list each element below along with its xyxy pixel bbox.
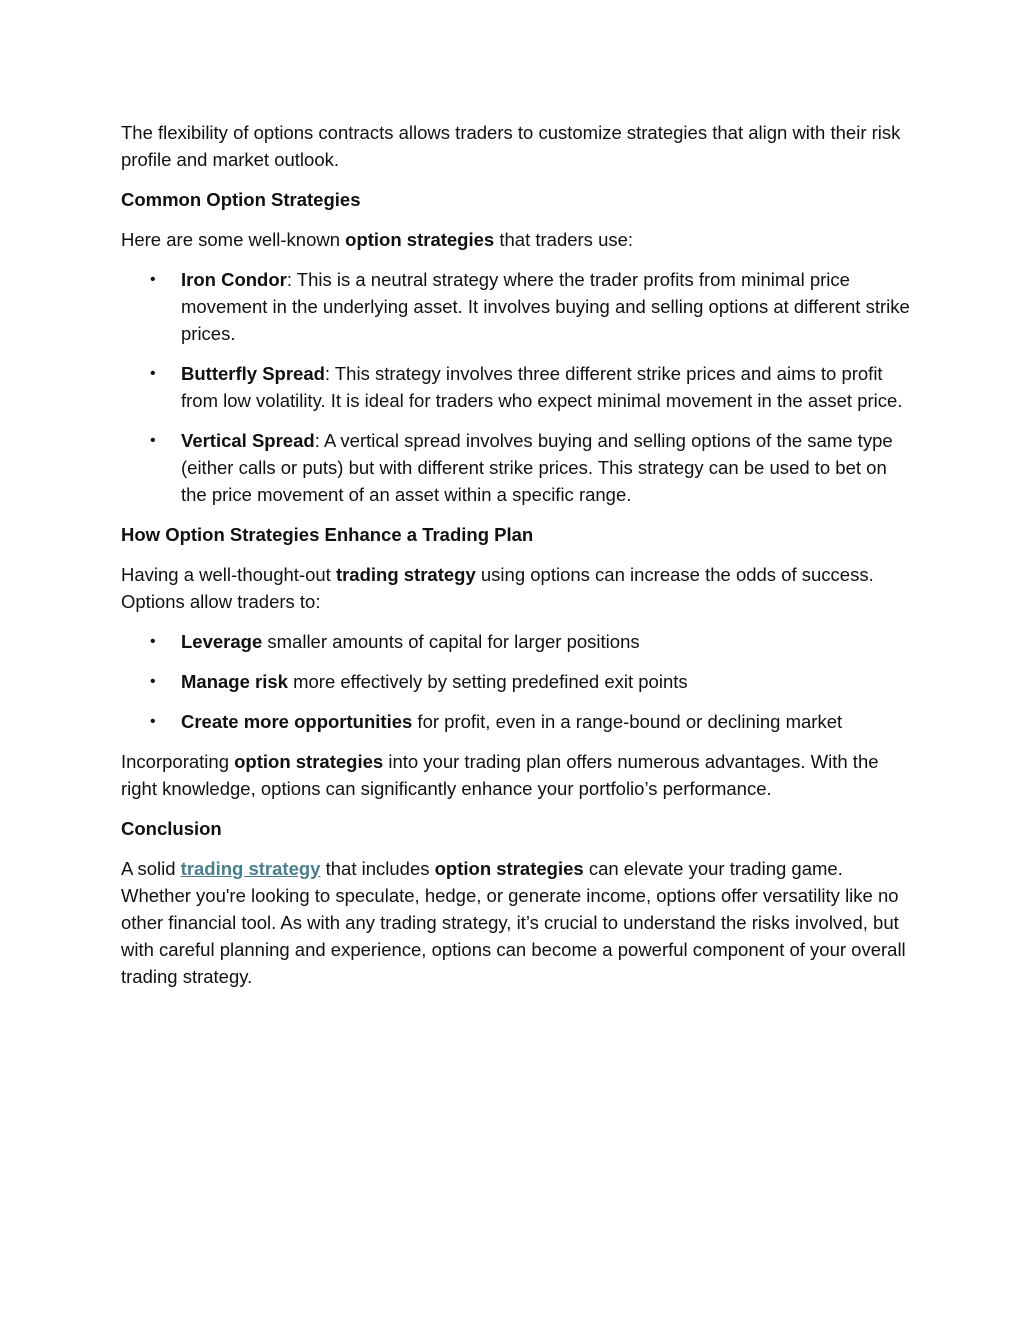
section1-lead-before: Here are some well-known xyxy=(121,229,346,250)
list-item-text: : This is a neutral strategy where the trader profits from minimal price movement in the underlying asset. It involves buying and selling options at different strike prices. xyxy=(181,269,910,344)
list-item-text: more effectively by setting predefined exit points xyxy=(287,671,688,692)
list-item-term: Butterfly Spread xyxy=(181,363,325,384)
section2-closing-after: into your trading plan offers numerous advantages. With the right knowledge, options can significantly enhance your portfolio’s performance. xyxy=(121,751,879,799)
list-item-text: smaller amounts of capital for larger positions xyxy=(262,631,640,652)
section2-closing-before: Incorporating xyxy=(121,751,235,772)
list-item-term: Create more opportunities xyxy=(181,711,413,732)
section2-closing-bold: option strategies xyxy=(234,751,384,772)
strategy-list xyxy=(121,266,911,508)
section2-lead-before: Having a well-thought-out xyxy=(121,564,336,585)
section2-lead-bold: trading strategy xyxy=(335,564,476,585)
section2-lead-paragraph xyxy=(121,561,911,615)
section1-lead-paragraph xyxy=(121,226,911,253)
list-item-manage-risk xyxy=(121,668,911,695)
section-heading-conclusion: Conclusion xyxy=(121,818,222,839)
section1-lead-bold: option strategies xyxy=(345,229,495,250)
list-item-term: Iron Condor xyxy=(181,269,287,290)
list-item-term: Leverage xyxy=(181,631,263,652)
section-heading-enhance-trading-plan: How Option Strategies Enhance a Trading Plan xyxy=(121,524,534,545)
list-item-text: : A vertical spread involves buying and selling options of the same type (either calls or puts) but with different strike prices. This strategy can be used to bet on the price movement of an asset within a specific range. xyxy=(181,430,893,505)
conclusion-middle-bold: option strategies xyxy=(434,858,584,879)
list-item-create-opportunities xyxy=(121,708,911,735)
intro-text: The flexibility of options contracts allows traders to customize strategies that align with their risk profile and market outlook. xyxy=(121,122,901,170)
list-item-butterfly-spread xyxy=(121,360,911,414)
bullet-icon: • xyxy=(150,713,156,730)
section2-closing-paragraph xyxy=(121,748,911,802)
section-heading-common-strategies: Common Option Strategies xyxy=(121,189,361,210)
trading-strategy-link[interactable]: trading strategy xyxy=(180,858,321,879)
benefits-list xyxy=(121,628,911,735)
list-item-vertical-spread xyxy=(121,427,911,508)
bullet-icon: • xyxy=(150,365,156,382)
document-page xyxy=(121,119,911,1003)
list-item-iron-condor xyxy=(121,266,911,347)
bullet-icon: • xyxy=(150,673,156,690)
list-item-term: Vertical Spread xyxy=(181,430,315,451)
list-item-leverage xyxy=(121,628,911,655)
conclusion-paragraph xyxy=(121,855,911,990)
conclusion-before-link: A solid xyxy=(121,858,181,879)
bullet-icon: • xyxy=(150,271,156,288)
bullet-icon: • xyxy=(150,633,156,650)
bullet-icon: • xyxy=(150,432,156,449)
section1-lead-after: that traders use: xyxy=(494,229,634,250)
section2-lead-after: using options can increase the odds of success. Options allow traders to: xyxy=(121,564,874,612)
intro-paragraph xyxy=(121,119,911,173)
conclusion-middle: that includes xyxy=(320,858,435,879)
list-item-text: for profit, even in a range-bound or declining market xyxy=(412,711,843,732)
list-item-text: : This strategy involves three different strike prices and aims to profit from low volatility. It is ideal for traders who expect minimal movement in the asset price. xyxy=(181,363,903,411)
list-item-term: Manage risk xyxy=(181,671,288,692)
conclusion-after: can elevate your trading game. Whether you're looking to speculate, hedge, or generate income, options offer versatility like no other financial tool. As with any trading strategy, it’s crucial to understand the risks involved, but with careful planning and experience, options can become a powerful component of your overall trading strategy. xyxy=(121,858,906,987)
